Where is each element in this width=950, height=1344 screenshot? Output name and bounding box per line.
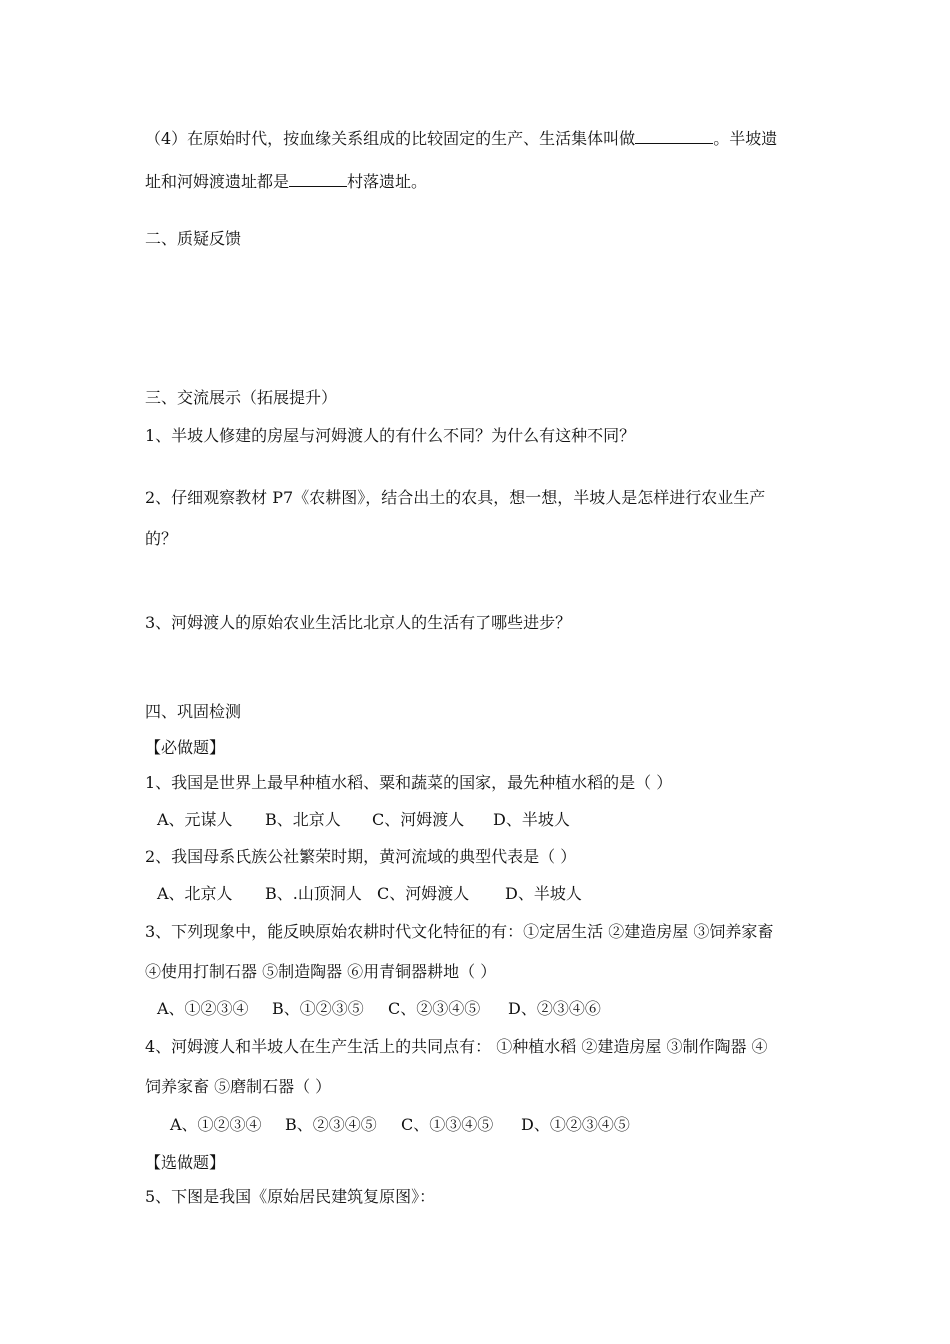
fill-blank-2[interactable]	[289, 170, 347, 187]
s4-question-3-options	[157, 999, 601, 1019]
fill-blank-1[interactable]	[635, 127, 713, 144]
optional-tag: 【选做题】	[145, 1153, 226, 1172]
option-c[interactable]: C、河姆渡人	[372, 810, 465, 829]
s4-question-2: 2、我国母系氏族公社繁荣时期，黄河流域的典型代表是（ ）	[145, 847, 577, 866]
option-c[interactable]: C、河姆渡人	[377, 884, 470, 903]
s4-question-1: 1、我国是世界上最早种植水稻、粟和蔬菜的国家，最先种植水稻的是（ ）	[145, 773, 673, 792]
option-b[interactable]: B、.山顶洞人	[265, 884, 362, 903]
s3-question-2-line-2: 的？	[145, 529, 178, 548]
option-b[interactable]: B、北京人	[265, 810, 341, 829]
section-4-title: 四、巩固检测	[145, 702, 242, 721]
option-d[interactable]: D、①②③④⑤	[521, 1115, 630, 1134]
s4-question-4-options	[170, 1115, 630, 1135]
option-a[interactable]: A、北京人	[157, 884, 233, 903]
required-tag: 【必做题】	[145, 738, 226, 757]
option-a[interactable]: A、①②③④	[170, 1115, 262, 1134]
option-d[interactable]: D、半坡人	[493, 810, 570, 829]
option-b[interactable]: B、①②③⑤	[272, 999, 364, 1018]
q4-line-2: 址和河姆渡遗址都是 村落遗址。	[145, 172, 428, 191]
option-d[interactable]: D、半坡人	[505, 884, 582, 903]
section-3-title: 三、交流展示（拓展提升）	[145, 388, 338, 407]
q4-line-1: （4）在原始时代，按血缘关系组成的比较固定的生产、生活集体叫做 。半坡遗	[145, 129, 778, 148]
s3-question-3: 3、河姆渡人的原始农业生活比北京人的生活有了哪些进步？	[145, 613, 572, 632]
option-b[interactable]: B、②③④⑤	[285, 1115, 377, 1134]
s3-question-1: 1、半坡人修建的房屋与河姆渡人的有什么不同？为什么有这种不同？	[145, 426, 636, 445]
s4-question-3-line-1: 3、下列现象中，能反映原始农耕时代文化特征的有：①定居生活 ②建造房屋 ③饲养家畜	[145, 922, 774, 941]
s3-question-2-line-1: 2、仔细观察教材 P7《农耕图》，结合出土的农具，想一想，半坡人是怎样进行农业生产	[145, 488, 766, 507]
s4-question-3-line-2: ④使用打制石器 ⑤制造陶器 ⑥用青铜器耕地（ ）	[145, 962, 497, 981]
s4-question-4-line-2: 饲养家畜 ⑤磨制石器（ ）	[145, 1077, 332, 1096]
option-c[interactable]: C、②③④⑤	[388, 999, 481, 1018]
option-d[interactable]: D、②③④⑥	[508, 999, 601, 1018]
section-2-title: 二、质疑反馈	[145, 229, 242, 248]
s4-question-1-options	[157, 810, 570, 830]
s4-question-5: 5、下图是我国《原始居民建筑复原图》：	[145, 1187, 436, 1206]
s4-question-4-line-1: 4、河姆渡人和半坡人在生产生活上的共同点有： ①种植水稻 ②建造房屋 ③制作陶器 ④	[145, 1037, 768, 1056]
option-a[interactable]: A、①②③④	[157, 999, 249, 1018]
option-a[interactable]: A、元谋人	[157, 810, 233, 829]
option-c[interactable]: C、①③④⑤	[401, 1115, 494, 1134]
s4-question-2-options	[157, 884, 582, 904]
